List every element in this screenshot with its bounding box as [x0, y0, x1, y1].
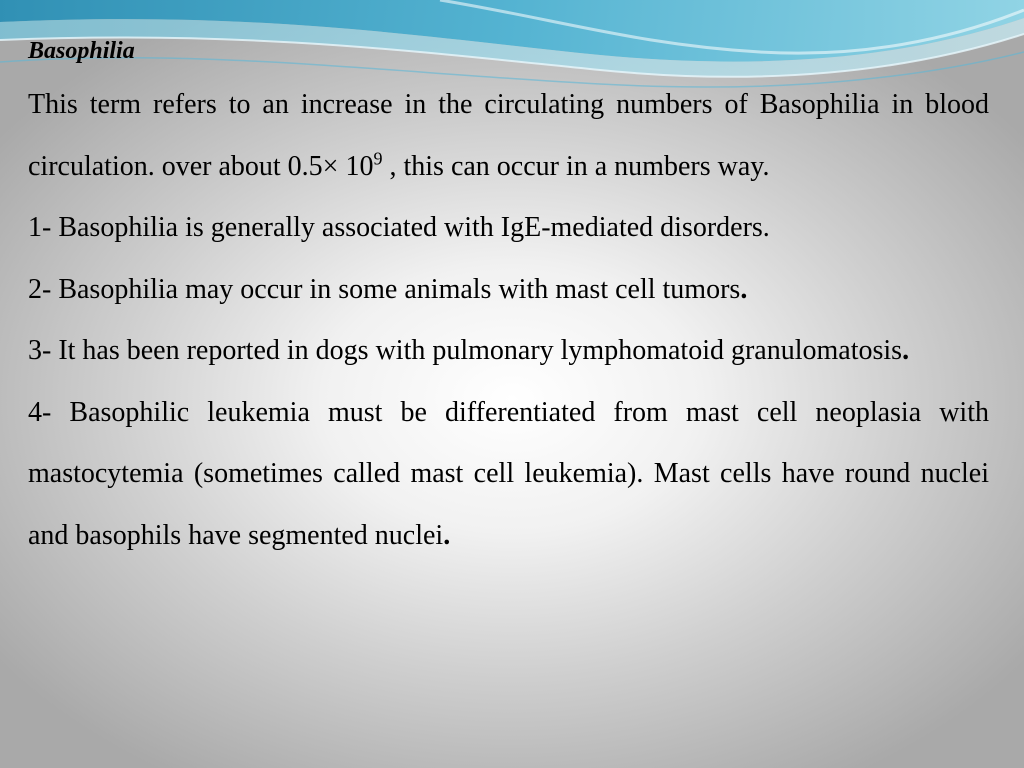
list-item-1-text: 1- Basophilia is generally associated with IgE-mediated disorders. — [28, 212, 770, 243]
list-item-1 — [28, 197, 989, 259]
list-item-4 — [28, 382, 989, 567]
intro-exponent: 9 — [373, 148, 383, 169]
intro-text-after: , this can occur in a numbers way. — [382, 150, 770, 182]
slide-content — [28, 30, 989, 566]
list-item-3-text: 3- It has been reported in dogs with pulmonary lymphomatoid granulomatosis — [28, 335, 903, 366]
slide-heading: Basophilia — [28, 38, 135, 64]
list-item-4-text: 4- Basophilic leukemia must be differentiated from mast cell neoplasia with mastocytemia (sometimes called mast cell leukemia). Mast cells have round nuclei and basophils have segmented nuclei — [28, 396, 989, 551]
list-item-4-period: . — [443, 519, 451, 551]
list-item-2-text: 2- Basophilia may occur in some animals with mast cell tumors — [28, 273, 741, 305]
list-item-3 — [28, 320, 989, 382]
list-item-2-period: . — [740, 273, 748, 305]
intro-paragraph — [28, 74, 989, 197]
list-item-3-period: . — [902, 335, 910, 366]
intro-text-before: This term refers to an increase in the circulating numbers of Basophilia in blood circulation. over about 0.5× 10 — [28, 89, 989, 182]
list-item-2 — [28, 259, 989, 321]
